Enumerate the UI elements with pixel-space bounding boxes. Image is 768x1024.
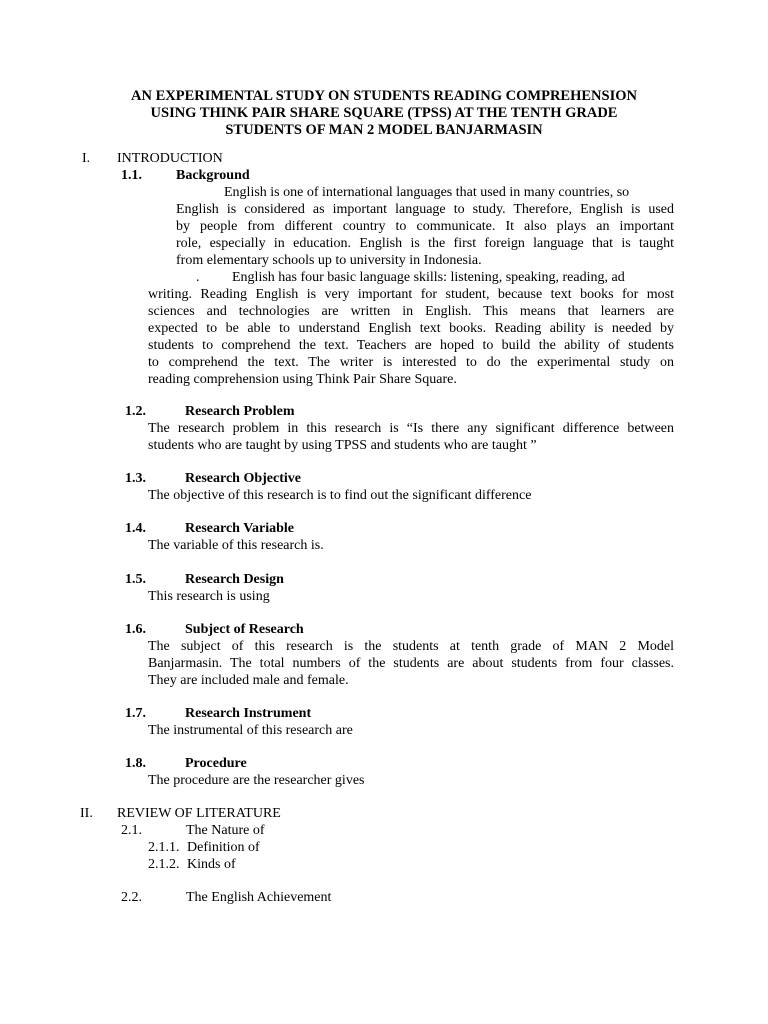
section-1-8-title: Procedure [185,756,247,771]
section-1-6-body-line-1: The subject of this research is the students at tenth grade of MAN 2 Model [148,639,674,654]
background-p1-line-3: by people from different country to communicate. It also plays an important [176,219,674,234]
document-title-line-1: AN EXPERIMENTAL STUDY ON STUDENTS READING COMPREHENSION [131,88,637,104]
section-1-4-body: The variable of this research is. [148,538,324,553]
section-2-1-title: The Nature of [186,823,265,838]
section-1-8-number: 1.8. [125,756,146,771]
section-1-6-title: Subject of Research [185,622,304,637]
section-1-3-number: 1.3. [125,471,146,486]
section-1-6-body-line-3: They are included male and female. [148,673,349,688]
section-1-6-number: 1.6. [125,622,146,637]
section-1-7-body: The instrumental of this research are [148,723,353,738]
section-2-1-1-title: Definition of [187,840,260,855]
background-p2-line-1: English has four basic language skills: listening, speaking, reading, ad [232,270,625,285]
background-p2-line-3: sciences and technologies are written in English. This means that learners are [148,304,674,319]
chapter-2-number: II. [80,806,93,821]
section-1-4-number: 1.4. [125,521,146,536]
background-p1-line-1: English is one of international languages that used in many countries, so [224,185,630,200]
background-p2-line-5: students to comprehend the text. Teachers are hoped to build the ability of students [148,338,674,353]
section-1-3-body: The objective of this research is to find out the significant difference [148,488,532,503]
section-2-1-1-number: 2.1.1. [148,840,180,855]
document-title-line-3: STUDENTS OF MAN 2 MODEL BANJARMASIN [225,122,543,138]
section-1-5-number: 1.5. [125,572,146,587]
background-p2-line-7: reading comprehension using Think Pair Share Square. [148,372,457,387]
background-p2-line-6: to comprehend the text. The writer is interested to do the experimental study on [148,355,674,370]
background-p1-line-2: English is considered as important language to study. Therefore, English is used [176,202,674,217]
section-1-5-title: Research Design [185,572,284,587]
chapter-1-title: INTRODUCTION [117,151,223,166]
chapter-2-title: REVIEW OF LITERATURE [117,806,281,821]
background-p2-line-2: writing. Reading English is very important for student, because text books for most [148,287,674,302]
section-1-2-title: Research Problem [185,404,295,419]
background-p2-dot: . [196,270,200,285]
section-2-2-title: The English Achievement [186,890,332,905]
section-1-1-title: Background [176,168,250,183]
section-2-2-number: 2.2. [121,890,142,905]
section-1-8-body: The procedure are the researcher gives [148,773,365,788]
section-1-5-body: This research is using [148,589,270,604]
section-2-1-2-number: 2.1.2. [148,857,180,872]
chapter-1-number: I. [82,151,91,166]
section-1-7-number: 1.7. [125,706,146,721]
document-title-line-2: USING THINK PAIR SHARE SQUARE (TPSS) AT THE TENTH GRADE [150,105,618,121]
section-2-1-2-title: Kinds of [187,857,236,872]
section-2-1-number: 2.1. [121,823,142,838]
section-1-2-body-line-1: The research problem in this research is “Is there any significant difference between [148,421,674,436]
section-1-4-title: Research Variable [185,521,295,536]
section-1-1-number: 1.1. [121,168,142,183]
background-p1-line-4: role, especially in education. English is the first foreign language that is taught [176,236,674,251]
section-1-2-number: 1.2. [125,404,146,419]
section-1-7-title: Research Instrument [185,706,312,721]
section-1-6-body-line-2: Banjarmasin. The total numbers of the students are about students from four classes. [148,656,674,671]
background-p1-line-5: from elementary schools up to university in Indonesia. [176,253,482,268]
background-p2-line-4: expected to be able to understand English text books. Reading ability is needed by [148,321,674,336]
section-1-3-title: Research Objective [185,471,301,486]
section-1-2-body-line-2: students who are taught by using TPSS and students who are taught ” [148,438,537,453]
